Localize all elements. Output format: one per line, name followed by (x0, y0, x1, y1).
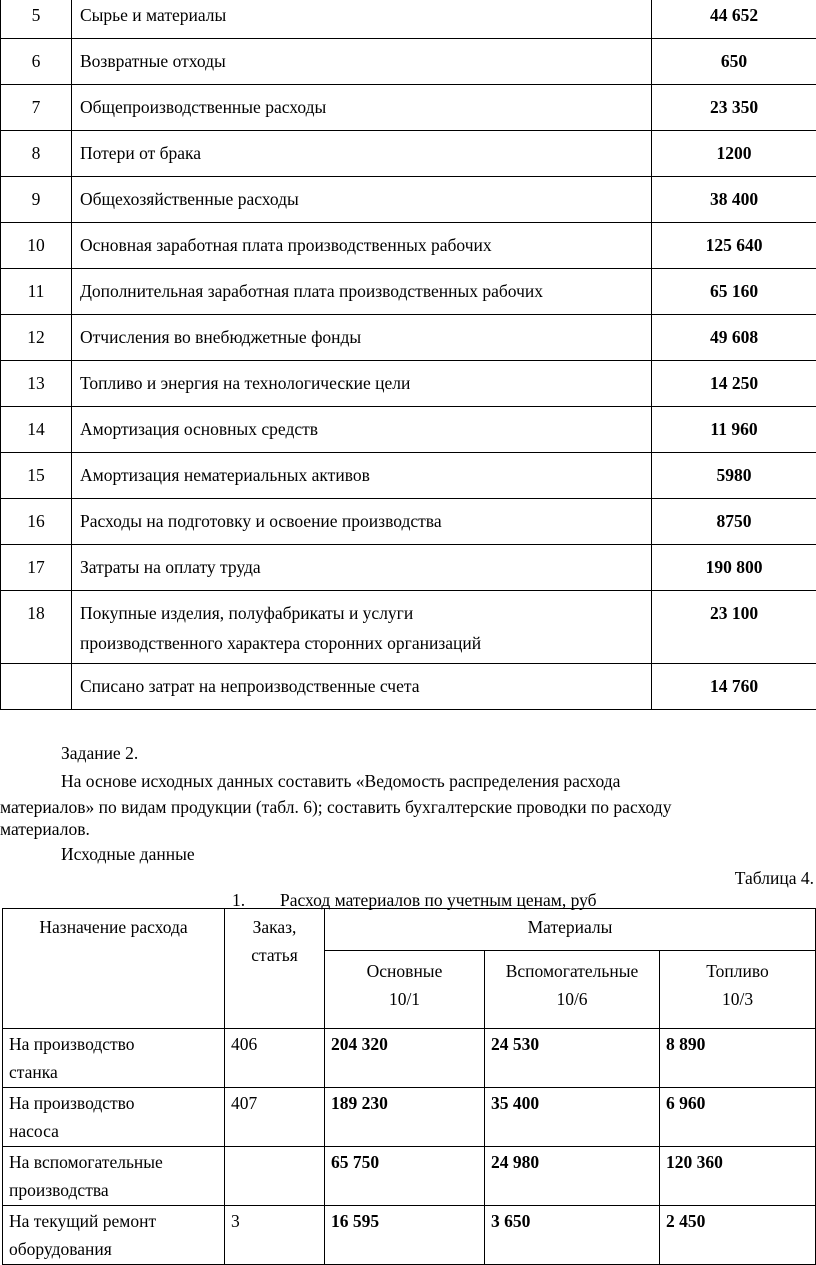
row-name: Возвратные отходы (72, 39, 652, 85)
header-aux-line2: 10/6 (556, 989, 587, 1009)
row-order: 3 (225, 1206, 325, 1265)
header-main (325, 951, 485, 1029)
table-row (1, 177, 816, 223)
cost-items-table-body (1, 0, 816, 710)
row-name: Отчисления во внебюджетные фонды (72, 315, 652, 361)
materials-usage-table (2, 908, 816, 1265)
table-row (3, 1088, 816, 1147)
row-value: 14 250 (652, 361, 816, 407)
row-name: Общехозяйственные расходы (72, 177, 652, 223)
task-paragraph-line3: материалов. (0, 818, 90, 840)
row-number: 15 (1, 453, 72, 499)
header-aux (485, 951, 660, 1029)
table-row (1, 0, 816, 39)
row-value: 11 960 (652, 407, 816, 453)
row-value: 190 800 (652, 545, 816, 591)
task-title: Задание 2. (61, 742, 138, 764)
row-purpose (3, 1206, 225, 1265)
header-main-line2: 10/1 (389, 989, 420, 1009)
row-name: Сырье и материалы (72, 0, 652, 39)
table-row (1, 407, 816, 453)
task-paragraph-line1: На основе исходных данных составить «Ведомость распределения расхода (61, 770, 620, 792)
row-purpose-line2: насоса (9, 1121, 59, 1141)
row-name-line2: производственного характера сторонних организаций (80, 633, 481, 653)
table-row (1, 499, 816, 545)
row-number: 17 (1, 545, 72, 591)
row-value: 23 100 (652, 591, 816, 664)
row-number: 6 (1, 39, 72, 85)
table-row (1, 39, 816, 85)
row-aux: 3 650 (485, 1206, 660, 1265)
row-order: 406 (225, 1029, 325, 1088)
row-purpose (3, 1029, 225, 1088)
row-value: 14 760 (652, 664, 816, 710)
header-fuel-line2: 10/3 (722, 989, 753, 1009)
header-main-line1: Основные (367, 961, 443, 981)
table-row (1, 453, 816, 499)
row-order (225, 1147, 325, 1206)
list-item-title: Расход материалов по учетным ценам, руб (280, 889, 597, 911)
table-row (3, 1206, 816, 1265)
row-number: 14 (1, 407, 72, 453)
row-fuel: 6 960 (660, 1088, 816, 1147)
table-caption: Таблица 4. (735, 867, 814, 889)
row-purpose-line1: На производство (9, 1093, 135, 1113)
table-row (1, 223, 816, 269)
row-aux: 35 400 (485, 1088, 660, 1147)
row-main: 189 230 (325, 1088, 485, 1147)
table-row (1, 131, 816, 177)
row-name-line1: Покупные изделия, полуфабрикаты и услуги (80, 603, 413, 623)
row-number: 11 (1, 269, 72, 315)
table-row (1, 269, 816, 315)
table-row (1, 361, 816, 407)
row-number: 12 (1, 315, 72, 361)
row-aux: 24 530 (485, 1029, 660, 1088)
row-fuel: 120 360 (660, 1147, 816, 1206)
table-row (3, 1147, 816, 1206)
row-value: 125 640 (652, 223, 816, 269)
row-number: 13 (1, 361, 72, 407)
table-row (1, 591, 816, 664)
table-row (3, 1029, 816, 1088)
row-name: Расходы на подготовку и освоение производства (72, 499, 652, 545)
row-name: Затраты на оплату труда (72, 545, 652, 591)
header-purpose: Назначение расхода (3, 909, 225, 1029)
header-row (3, 909, 816, 951)
row-main: 204 320 (325, 1029, 485, 1088)
row-purpose-line1: На производство (9, 1034, 135, 1054)
row-fuel: 2 450 (660, 1206, 816, 1265)
table-row (1, 545, 816, 591)
row-value: 65 160 (652, 269, 816, 315)
row-name: Амортизация нематериальных активов (72, 453, 652, 499)
header-order-line2: статья (251, 945, 298, 965)
row-name (72, 591, 652, 664)
row-value: 8750 (652, 499, 816, 545)
row-purpose (3, 1147, 225, 1206)
row-purpose (3, 1088, 225, 1147)
row-main: 16 595 (325, 1206, 485, 1265)
row-number: 10 (1, 223, 72, 269)
row-value: 650 (652, 39, 816, 85)
list-number: 1. (232, 889, 245, 911)
table-row (1, 664, 816, 710)
row-aux: 24 980 (485, 1147, 660, 1206)
row-number: 16 (1, 499, 72, 545)
row-name: Амортизация основных средств (72, 407, 652, 453)
row-main: 65 750 (325, 1147, 485, 1206)
task-paragraph-line2: материалов» по видам продукции (табл. 6); составить бухгалтерские проводки по расходу (0, 796, 671, 818)
row-value: 23 350 (652, 85, 816, 131)
row-value: 38 400 (652, 177, 816, 223)
table-row (1, 315, 816, 361)
row-value: 1200 (652, 131, 816, 177)
source-data-label: Исходные данные (61, 843, 195, 865)
materials-usage-table-body (3, 1029, 816, 1265)
row-purpose-line2: станка (9, 1062, 58, 1082)
header-order-line1: Заказ, (253, 917, 297, 937)
row-number: 8 (1, 131, 72, 177)
header-aux-line1: Вспомогательные (506, 961, 639, 981)
header-fuel-line1: Топливо (706, 961, 768, 981)
row-number: 9 (1, 177, 72, 223)
row-purpose-line2: оборудования (9, 1239, 112, 1259)
row-value: 44 652 (652, 0, 816, 39)
row-purpose-line1: На текущий ремонт (9, 1211, 156, 1231)
row-value: 5980 (652, 453, 816, 499)
row-purpose-line1: На вспомогательные (9, 1152, 163, 1172)
row-number (1, 664, 72, 710)
row-name: Потери от брака (72, 131, 652, 177)
header-materials: Материалы (325, 909, 816, 951)
row-name: Основная заработная плата производственных рабочих (72, 223, 652, 269)
table-row (1, 85, 816, 131)
row-fuel: 8 890 (660, 1029, 816, 1088)
row-name: Списано затрат на непроизводственные счета (72, 664, 652, 710)
row-number: 5 (1, 0, 72, 39)
row-purpose-line2: производства (9, 1180, 109, 1200)
row-order: 407 (225, 1088, 325, 1147)
row-value: 49 608 (652, 315, 816, 361)
header-order (225, 909, 325, 1029)
row-number: 18 (1, 591, 72, 664)
header-fuel (660, 951, 816, 1029)
row-name: Дополнительная заработная плата производственных рабочих (72, 269, 652, 315)
row-number: 7 (1, 85, 72, 131)
row-name: Общепроизводственные расходы (72, 85, 652, 131)
row-name: Топливо и энергия на технологические цели (72, 361, 652, 407)
